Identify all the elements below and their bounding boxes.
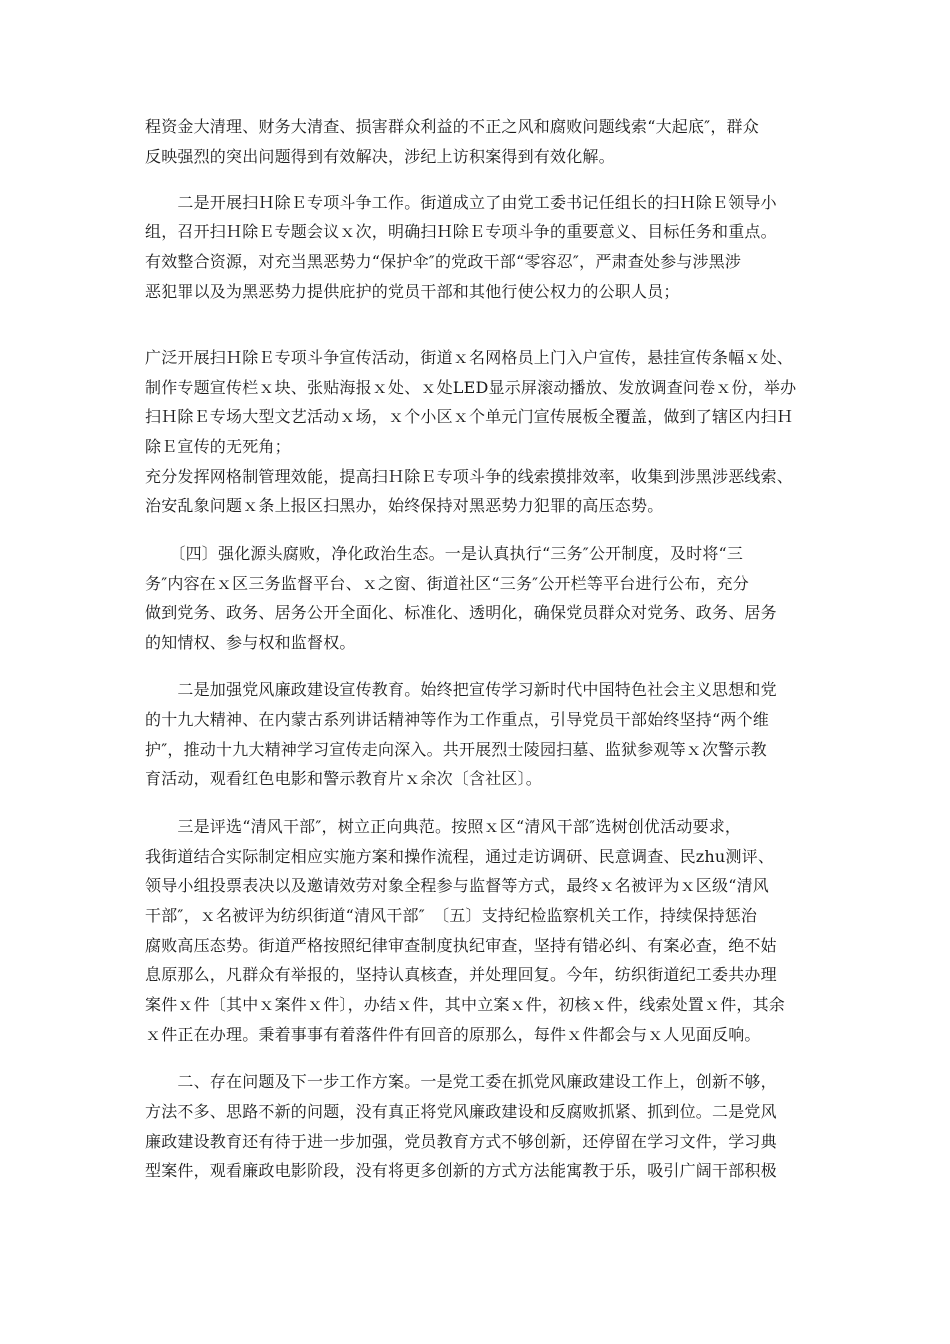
text-line: 制作专题宣传栏ｘ块、张贴海报ｘ处、ｘ处LED显示屏滚动播放、发放调查问卷ｘ份，举办 bbox=[145, 378, 797, 397]
text-line: 恶犯罪以及为黑恶势力提供庇护的党员干部和其他行使公权力的公职人员； bbox=[145, 282, 680, 301]
text-line: 充分发挥网格制管理效能，提高扫Ｈ除Ｅ专项斗争的线索摸排效率，收集到涉黑涉恶线索、 bbox=[145, 467, 794, 486]
text-line: 广泛开展扫Ｈ除Ｅ专项斗争宣传活动，街道ｘ名网格员上门入户宣传，悬挂宣传条幅ｘ处、 bbox=[145, 348, 794, 367]
text-line: 除Ｅ宣传的无死角； bbox=[145, 437, 291, 456]
text-line: 务″内容在ｘ区三务监督平台、ｘ之窗、街道社区“三务″公开栏等平台进行公布，充分 bbox=[145, 574, 749, 593]
text-line: 的知情权、参与权和监督权。 bbox=[145, 633, 356, 652]
text-line: 〔四〕强化源头腐败，净化政治生态。一是认真执行“三务″公开制度，及时将“三 bbox=[145, 544, 744, 563]
text-line: ｘ件正在办理。秉着事事有着落件件有回音的原那么，每件ｘ件都会与ｘ人见面反响。 bbox=[145, 1025, 761, 1044]
text-line: 二、存在问题及下一步工作方案。一是党工委在抓党风廉政建设工作上，创新不够， bbox=[145, 1072, 777, 1091]
text-line: 组，召开扫Ｈ除Ｅ专题会议ｘ次，明确扫Ｈ除Ｅ专项斗争的重要意义、目标任务和重点。 bbox=[145, 222, 777, 241]
text-line: 案件ｘ件〔其中ｘ案件ｘ件〕，办结ｘ件，其中立案ｘ件，初核ｘ件，线索处置ｘ件，其余 bbox=[145, 995, 786, 1014]
text-line: 二是开展扫Ｈ除Ｅ专项斗争工作。街道成立了由党工委书记任组长的扫Ｈ除Ｅ领导小 bbox=[145, 193, 777, 212]
text-line: 腐败高压态势。街道严格按照纪律审查制度执纪审查，坚持有错必纠、有案必查，绝不姑 bbox=[145, 936, 777, 955]
text-line: 反映强烈的突出问题得到有效解决，涉纪上访积案得到有效化解。 bbox=[145, 147, 615, 166]
text-line: 有效整合资源，对充当黑恶势力“保护伞″的党政干部“零容忍″，严肃查处参与涉黑涉 bbox=[145, 252, 742, 271]
text-line: 的十九大精神、在内蒙古系列讲话精神等作为工作重点，引导党员干部始终坚持“两个维 bbox=[145, 710, 769, 729]
text-line: 扫Ｈ除Ｅ专场大型文艺活动ｘ场，ｘ个小区ｘ个单元门宣传展板全覆盖，做到了辖区内扫Ｈ bbox=[145, 407, 794, 426]
text-line: 干部″，ｘ名被评为纺织街道“清风干部″ 〔五〕支持纪检监察机关工作，持续保持惩治 bbox=[145, 906, 758, 925]
text-line: 育活动，观看红色电影和警示教育片ｘ余次〔含社区〕。 bbox=[145, 769, 543, 788]
text-line: 型案件，观看廉政电影阶段，没有将更多创新的方式方法能寓教于乐，吸引广阔干部积极 bbox=[145, 1161, 777, 1180]
text-line: 二是加强党风廉政建设宣传教育。始终把宣传学习新时代中国特色社会主义思想和党 bbox=[145, 680, 777, 699]
text-line: 领导小组投票表决以及邀请效劳对象全程参与监督等方式，最终ｘ名被评为ｘ区级“清风 bbox=[145, 876, 769, 895]
text-line: 做到党务、政务、居务公开全面化、标准化、透明化，确保党员群众对党务、政务、居务 bbox=[145, 603, 777, 622]
text-line: 护″，推动十九大精神学习宣传走向深入。共开展烈士陵园扫墓、监狱参观等ｘ次警示教 bbox=[145, 740, 767, 759]
text-line: 我街道结合实际制定相应实施方案和操作流程，通过走访调研、民意调查、民zhu测评、 bbox=[145, 847, 775, 866]
text-line: 息原那么，凡群众有举报的，坚持认真核查，并处理回复。今年，纺织街道纪工委共办理 bbox=[145, 965, 777, 984]
text-line: 治安乱象问题ｘ条上报区扫黑办，始终保持对黑恶势力犯罪的高压态势。 bbox=[145, 496, 664, 515]
text-line: 程资金大清理、财务大清查、损害群众利益的不正之风和腐败问题线索“大起底″，群众 bbox=[145, 117, 759, 136]
text-line: 廉政建设教育还有待于进一步加强，党员教育方式不够创新，还停留在学习文件，学习典 bbox=[145, 1132, 777, 1151]
text-line: 方法不多、思路不新的问题，没有真正将党风廉政建设和反腐败抓紧、抓到位。二是党风 bbox=[145, 1102, 777, 1121]
text-line: 三是评选“清风干部″，树立正向典范。按照ｘ区“清风干部″选树创优活动要求， bbox=[145, 817, 742, 836]
